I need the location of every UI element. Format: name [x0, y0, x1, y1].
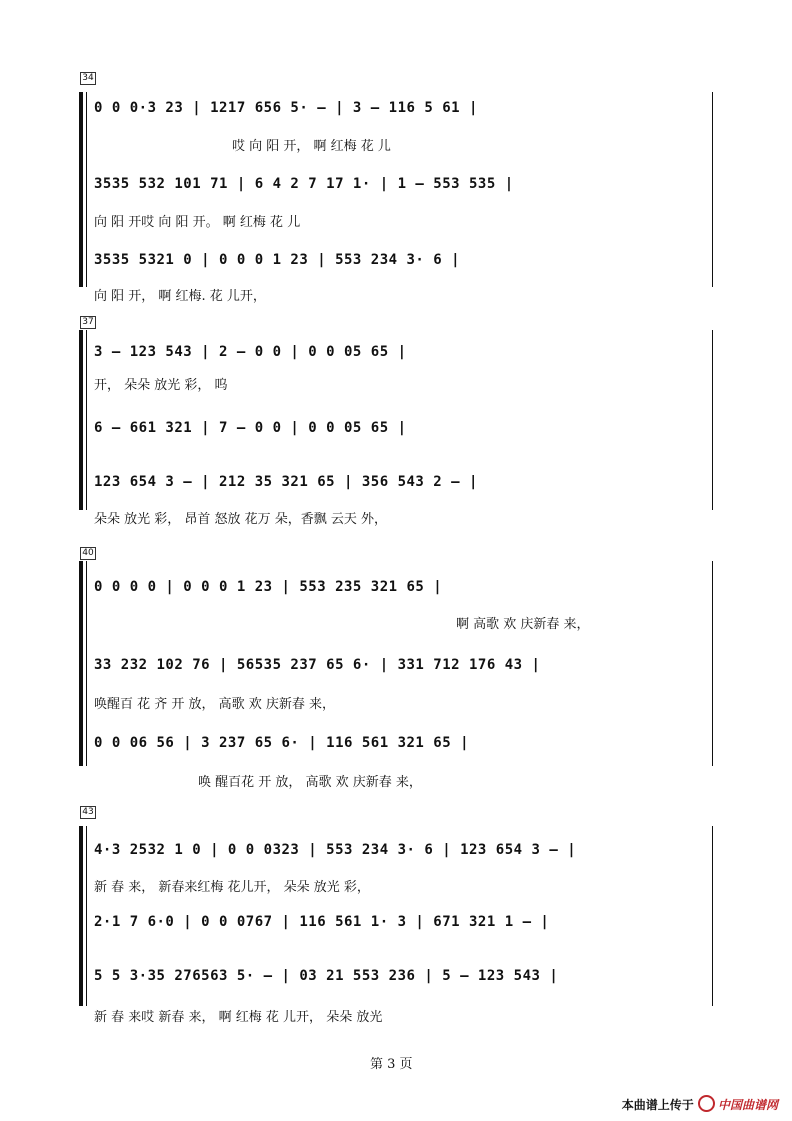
lyrics: 开， 朵朵 放光 彩， 呜 — [94, 378, 228, 393]
upload-credit — [622, 1095, 778, 1113]
lyrics: 啊 高歌 欢 庆新春 来， — [456, 617, 590, 632]
part-2 — [0, 176, 792, 208]
end-barline — [712, 92, 713, 287]
end-barline — [712, 561, 713, 766]
part-3 — [0, 968, 792, 1000]
credit-prefix: 本曲谱上传于 — [621, 1098, 694, 1112]
end-barline — [712, 330, 713, 510]
lyrics: 新 春 来， 新春来红梅 花儿开， 朵朵 放光 彩， — [94, 880, 370, 895]
measure-number: 37 — [80, 316, 96, 329]
part-2 — [0, 914, 792, 946]
lyrics: 哎 向 阳 开， 啊 红梅 花 儿 — [232, 139, 391, 154]
notes: 3535 532 101 71 | 6 4 2 7 17 1· | 1 – 553 535 | — [94, 176, 514, 192]
part-2 — [0, 657, 792, 689]
notes: 0 0 0 0 | 0 0 0 1 23 | 553 235 321 65 | — [94, 579, 443, 595]
part-2 — [0, 420, 792, 452]
part-3 — [0, 474, 792, 506]
lyrics: 向 阳 开， 啊 红梅. 花 儿开， — [94, 289, 266, 304]
end-barline — [712, 826, 713, 1006]
part-1 — [0, 579, 792, 611]
site-logo-icon — [698, 1095, 715, 1112]
part-3 — [0, 735, 792, 767]
part-1 — [0, 842, 792, 874]
lyrics: 新 春 来哎 新春 来， 啊 红梅 花 儿开， 朵朵 放光 — [94, 1010, 383, 1025]
notes: 4·3 2532 1 0 | 0 0 0323 | 553 234 3· 6 | 123 654 3 – | — [94, 842, 577, 858]
lyrics: 朵朵 放光 彩， 昂首 怒放 花万 朵，香飘 云天 外， — [94, 512, 388, 527]
notes: 33 232 102 76 | 56535 237 65 6· | 331 712 176 43 | — [94, 657, 541, 673]
notes: 5 5 3·35 276563 5· – | 03 21 553 236 | 5 – 123 543 | — [94, 968, 559, 984]
notes: 0 0 06 56 | 3 237 65 6· | 116 561 321 65 | — [94, 735, 470, 751]
lyrics: 向 阳 开哎 向 阳 开。 啊 红梅 花 儿 — [94, 215, 301, 230]
lyrics: 唤 醒百花 开 放， 高歌 欢 庆新春 来， — [198, 775, 422, 790]
notes: 123 654 3 – | 212 35 321 65 | 356 543 2 – | — [94, 474, 478, 490]
measure-number: 43 — [80, 806, 96, 819]
measure-number: 40 — [80, 547, 96, 560]
credit-brand: 中国曲谱网 — [717, 1098, 778, 1112]
part-1 — [0, 100, 792, 132]
notes: 6 – 661 321 | 7 – 0 0 | 0 0 05 65 | — [94, 420, 407, 436]
notes: 0 0 0·3 23 | 1217 656 5· – | 3 – 116 5 61 | — [94, 100, 478, 116]
measure-number: 34 — [80, 72, 96, 85]
notes: 2·1 7 6·0 | 0 0 0767 | 116 561 1· 3 | 671 321 1 – | — [94, 914, 550, 930]
notes: 3 – 123 543 | 2 – 0 0 | 0 0 05 65 | — [94, 344, 407, 360]
lyrics: 唤醒百 花 齐 开 放， 高歌 欢 庆新春 来， — [94, 697, 336, 712]
notes: 3535 5321 0 | 0 0 0 1 23 | 553 234 3· 6 | — [94, 252, 461, 268]
part-3 — [0, 252, 792, 284]
page-number: 第 3 页 — [370, 1057, 413, 1072]
part-1 — [0, 344, 792, 376]
